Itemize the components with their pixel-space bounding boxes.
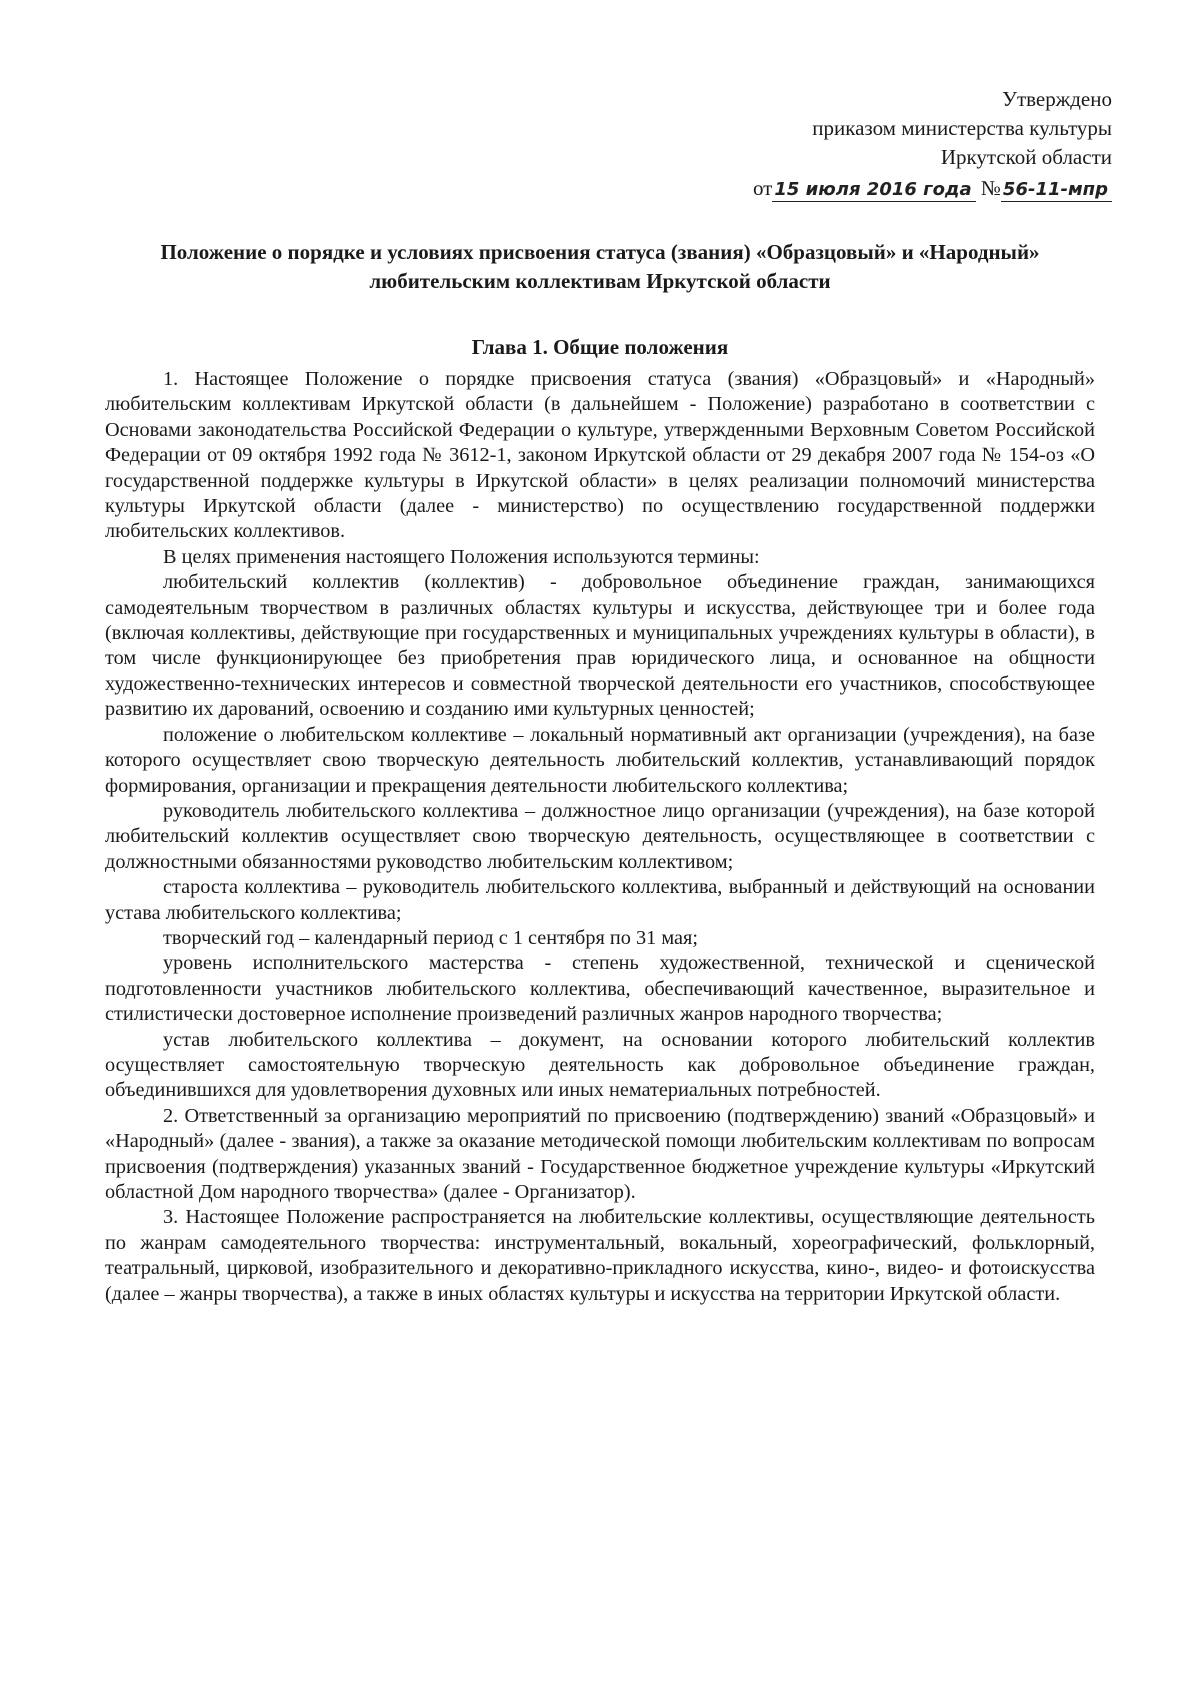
paragraph-3: 3. Настоящее Положение распространяется на любительские коллективы, осуществляющие деятельность по жанрам самодеятельного творчества: инструментальный, вокальный, хореографический, фольклорный, театральный, цирковой, изобразительного и декоративно-прикладного искусства, кино-, видео- и фотоискусства (далее – жанры творчества), а также в иных областях культуры и искусства на территории Иркутской области. (105, 1206, 1095, 1305)
term-performance-level: уровень исполнительского мастерства - степень художественной, технической и сценической подготовленности участников любительского коллектива, обеспечивающий качественное, выразительное и стилистически достоверное исполнение произведений различных жанров народного творчества; (105, 952, 1095, 1026)
approval-line-2: приказом министерства культуры (812, 116, 1112, 140)
term-collective-head: руководитель любительского коллектива – должностное лицо организации (учреждения), на базе которой любительский коллектив осуществляет свою творческую деятельность, осуществляющее в соответствии с должностными обязанностями руководство любительским коллективом; (105, 799, 1095, 873)
paragraph-2: 2. Ответственный за организацию мероприятий по присвоению (подтверждению) званий «Образцовый» и «Народный» (далее - звания), а также за оказание методической помощи любительским коллективам по вопросам присвоения (подтверждения) указанных званий - Государственное бюджетное учреждение культуры «Иркутский областной Дом народного творчества» (далее - Организатор). (105, 1104, 1095, 1203)
term-amateur-collective: любительский коллектив (коллектив) - добровольное объединение граждан, занимающихся самодеятельным творчеством в различных областях культуры и искусства, действующее три и более года (включая коллективы, действующие при государственных и муниципальных учреждениях культуры в области), в том числе функционирующее без приобретения прав юридического лица, и основанное на общности художественно-технических интересов и совместной творческой деятельности его участников, способствующее развитию их дарований, освоению и созданию ими культурных ценностей; (105, 571, 1095, 721)
term-collective-charter: устав любительского коллектива – документ, на основании которого любительский коллектив осуществляет самостоятельную творческую деятельность как добровольное объединение граждан, объединившихся для удовлетворения духовных или иных нематериальных потребностей. (105, 1028, 1095, 1102)
title-line-2: любительским коллективам Иркутской области (369, 269, 831, 293)
approval-line-1: Утверждено (1002, 87, 1112, 111)
approval-date-line (692, 174, 1112, 204)
number-prefix: № (980, 176, 1001, 200)
approval-line-3: Иркутской области (940, 145, 1112, 169)
handwritten-number: 56-11-мпр (1001, 179, 1112, 202)
term-collective-regulation: положение о любительском коллективе – локальный нормативный акт организации (учреждения), на базе которого осуществляет свою творческую деятельность любительский коллектив, устанавливающий порядок формирования, организации и прекращения деятельности любительского коллектива; (105, 723, 1095, 797)
paragraph-1: 1. Настоящее Положение о порядке присвоения статуса (звания) «Образцовый» и «Народный» любительским коллективам Иркутской области (в дальнейшем - Положение) разработано в соответствии с Основами законодательства Российской Федерации о культуре, утвержденными Верховным Советом Российской Федерации от 09 октября 1992 года № 3612-1, законом Иркутской области от 29 декабря 2007 года № 154-оз «О государственной поддержке культуры в Иркутской области» в целях реализации полномочий министерства культуры Иркутской области (далее - министерство) по осуществлению государственной поддержки любительских коллективов. (105, 368, 1095, 543)
chapter-heading: Глава 1. Общие положения (471, 335, 729, 359)
handwritten-date: 15 июля 2016 года (772, 179, 975, 202)
term-creative-year: творческий год – календарный период с 1 сентября по 31 мая; (163, 926, 698, 949)
term-collective-elder: староста коллектива – руководитель любительского коллектива, выбранный и действующий на основании устава любительского коллектива; (105, 876, 1095, 924)
document-title (90, 238, 1110, 296)
title-line-1: Положение о порядке и условиях присвоения статуса (звания) «Образцовый» и «Народный» (160, 240, 1040, 264)
date-prefix: от (752, 176, 773, 200)
document-body (105, 367, 1095, 1307)
paragraph-terms-intro: В целях применения настоящего Положения используются термины: (163, 545, 760, 568)
approval-stamp (692, 85, 1112, 204)
